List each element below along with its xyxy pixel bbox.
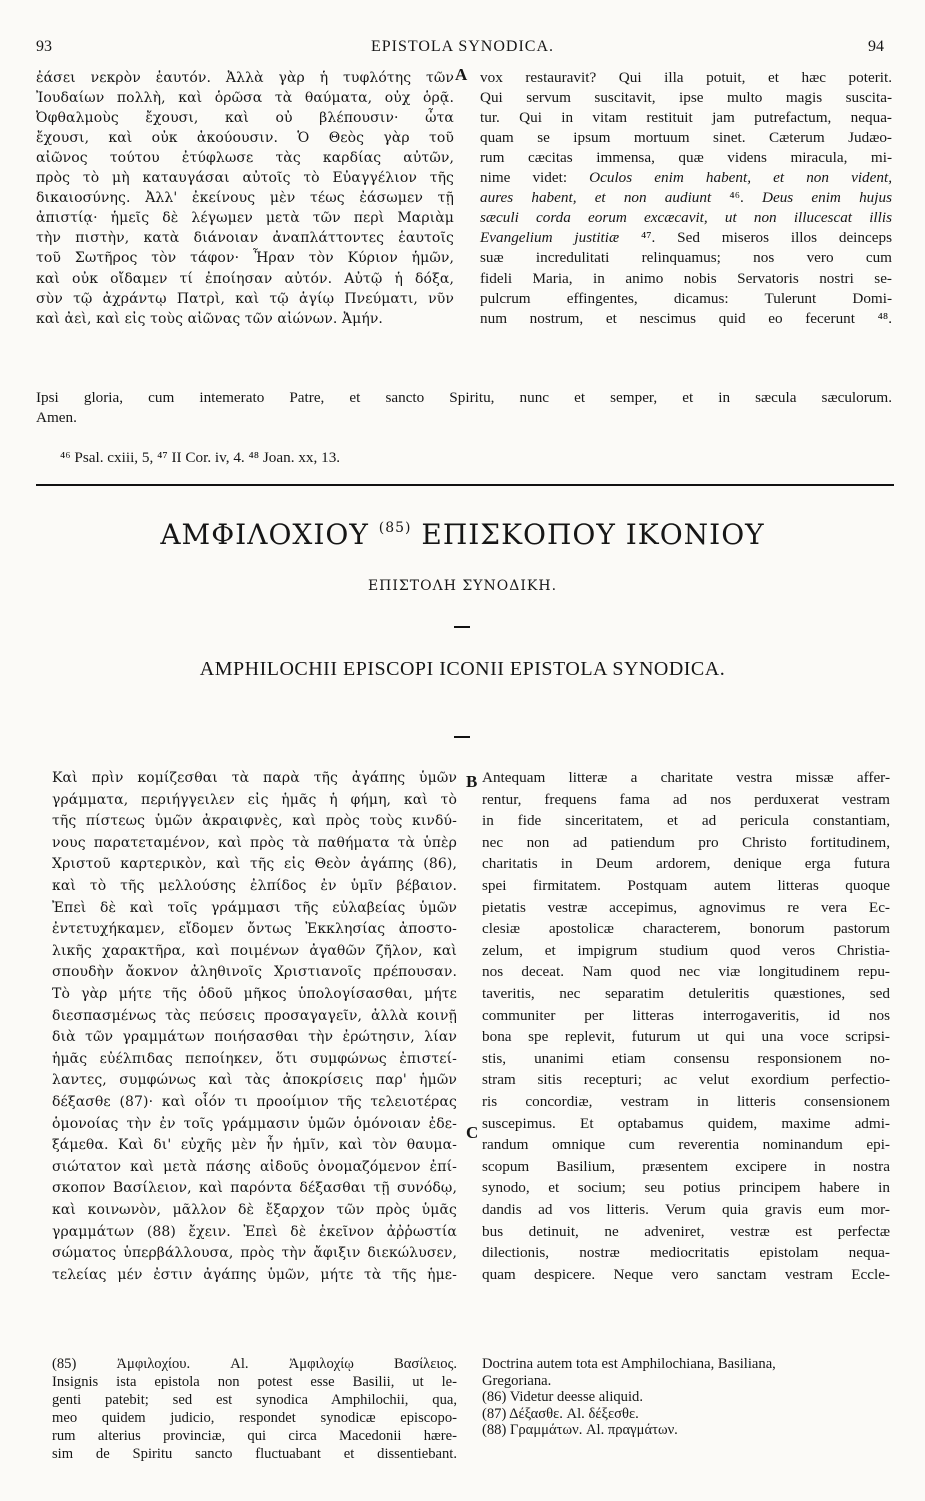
latin-line: scopum Basilium, præsentem excipere in nostra <box>482 1157 890 1175</box>
title-rest: ΕΠΙΣΚΟΠΟΥ ΙΚΟΝΙΟΥ <box>421 518 765 551</box>
latin-line: dandis ad vos litteris. Verum quia gravis eum mor- <box>482 1201 890 1218</box>
note-line: (87) Δέξασθε. Al. δέξεσθε. <box>482 1405 639 1422</box>
latin-line: nos deceat. Nam quod nec viæ longitudinem repu- <box>482 963 890 981</box>
note-line: genti patebit; sed est synodica Amphilochii, qua, <box>52 1392 457 1408</box>
latin-line: randum omnique cum reverentia nominandum epi- <box>482 1136 890 1154</box>
note-line: Insignis ista epistola non potest esse Basilii, ut le- <box>52 1374 457 1390</box>
greek-line: σπουδὴν ἄοκνον ἀληθινοῖς Χριστιανοῖς πρέπουσαν. <box>52 964 457 981</box>
latin-line: bona spe replevit, futurum ut qui una voce scripsi- <box>482 1028 890 1046</box>
greek-line: σὺν τῷ ἀχράντῳ Πατρὶ, καὶ τῷ ἁγίῳ Πνεύματι, νῦν <box>36 290 454 307</box>
latin-line: aures habent, et non audiunt ⁴⁶. Deus enim hujus <box>480 189 893 207</box>
greek-line: δικαιοσύνης. Ἀλλ' ἐκείνους μὲν τέως ἐάσωμεν τῇ <box>36 190 454 207</box>
page-number-right: 94 <box>868 38 884 55</box>
greek-line: τοῦ Σωτῆρος τὸν τάφον· Ἦραν τὸν Κύριον ἡμῶν, <box>36 250 454 267</box>
greek-line: λικῆς χαρακτῆρα, καὶ ποιμένων ἀγαθῶν ζῆλον, καὶ <box>52 942 457 959</box>
greek-line: σώματος ὑπερβάλλουσα, πρὸς τὴν ἄφιξιν διεκώλυσεν, <box>52 1245 457 1262</box>
note-line: Doctrina autem tota est Amphilochiana, Basiliana, <box>482 1356 776 1372</box>
latin-line: nec non ad patiendum pro Christo fortitudinem, <box>482 833 890 851</box>
latin-line: quam despicere. Neque vero sanctam vestram Eccle- <box>482 1265 890 1283</box>
greek-line: τελείας μέν ἐστιν ἀγάπης ὑμῶν, μήτε τὰ τῆς ἡμε- <box>52 1266 457 1283</box>
latin-line: spei firmitatem. Postquam autem litteras quoque <box>482 877 890 894</box>
greek-line: καὶ κοινωνὸν, μᾶλλον δὲ ἔξαρχον τῶν πρὸς ὑμᾶς <box>52 1202 457 1218</box>
top-footnotes: ⁴⁶ Psal. cxiii, 5, ⁴⁷ II Cor. iv, 4. ⁴⁸ Joan. xx, 13. <box>60 449 341 466</box>
latin-line: stram sitis recepturi; ac velut exordium perfectio- <box>482 1071 890 1089</box>
latin-line: zelum, et impigrum studium quod veros Christia- <box>482 941 890 959</box>
subtitle-greek: ΕΠΙΣΤΟΛΗ ΣΥΝΟΔΙΚΗ. <box>367 578 558 594</box>
latin-line: fideli Maria, in animo nobis Servatoris nostri se- <box>480 269 892 287</box>
running-title: EPISTOLA SYNODICA. <box>370 38 555 55</box>
latin-line: Antequam litteræ a charitate vestra missæ affer- <box>482 769 890 786</box>
greek-line: πρὸς τὸ μὴ καταυγάσαι αὐτοῖς τὸ Εὐαγγέλιον τῆς <box>36 170 454 187</box>
greek-line: καὶ ἀεὶ, καὶ εἰς τοὺς αἰῶνας τῶν αἰώνων. Ἀμήν. <box>36 310 383 327</box>
greek-line: διὰ τῶν γραμμάτων ποιήσασθαι τὴν ἐρώτησιν, λίαν <box>52 1029 457 1046</box>
latin-line: suæ incredulitati relinquamus; nos vero cum <box>480 249 892 267</box>
latin-line: stis, unanimi etiam consensu responsionem no- <box>482 1049 890 1067</box>
latin-line: rentur, frequens fama ad nos perduxerat vestram <box>482 790 890 808</box>
greek-line: ἐντετυχήκαμεν, εἴδομεν ὄντως Ἐκκλησίας ἀποστο- <box>52 921 457 938</box>
greek-line: καὶ τὸ τῆς μελλούσης ἐλπίδος ἐν ὑμῖν βέβαιον. <box>52 878 457 894</box>
latin-line: dilectionis, nostræ mediocritatis epistolam nequa- <box>482 1244 890 1262</box>
short-dash-1 <box>454 626 470 628</box>
greek-line: καὶ οὐκ οἴδαμεν τί ἐποίησαν αὐτόν. Αὐτῷ ἡ δόξα, <box>36 270 454 287</box>
latin-line: quam se ipsum mortuum sinet. Cæterum Judæo- <box>480 129 892 147</box>
latin-line: clesiæ apostolicæ characterem, bonorum pastorum <box>482 920 890 938</box>
margin-marker-b: B <box>466 772 478 791</box>
greek-line: Καὶ πρὶν κομίζεσθαι τὰ παρὰ τῆς ἀγάπης ὑμῶν <box>52 770 457 786</box>
latin-line: sæculi corda eorum excæcavit, ut non illucescat illis <box>480 209 892 227</box>
latin-line: rum cæcitas immensa, quæ videns miracula, mi- <box>480 149 892 167</box>
greek-line: νους παρατεταμένον, καὶ πρὸς τὰ παθήματα τὰ ὑπὲρ <box>52 834 457 851</box>
greek-line: αἰῶνος τούτου ἐτύφλωσε τὰς καρδίας αὐτῶν, <box>36 150 454 167</box>
note-line: sim de Spiritu sancto fluctuabant et dissentiebant. <box>52 1446 457 1462</box>
greek-line: ἀπιστίᾳ· ἡμεῖς δὲ λέγωμεν μετὰ τῶν περὶ Μαριὰμ <box>36 210 454 227</box>
latin-line: num nostrum, et nescimus quid eo fecerunt ⁴⁸. <box>480 309 892 327</box>
latin-line: communiter per litteras interrogaveritis, id nos <box>482 1006 890 1024</box>
latin-line: bus detinuit, ne adveniret, vestræ est perfectæ <box>482 1222 890 1240</box>
title-main: ΑΜΦΙΛΟΧΙΟΥ <box>160 518 369 551</box>
note-line: Gregoriana. <box>482 1372 552 1389</box>
doxology-line: Ipsi gloria, cum intemerato Patre, et sancto Spiritu, nunc et semper, et in sæcula sæculorum. <box>36 389 892 406</box>
margin-marker-c: C <box>466 1123 479 1142</box>
greek-line: τὴν πιστὴν, κατὰ διάνοιαν ἀναπλάττοντες ἑαυτοῖς <box>36 230 454 247</box>
greek-line: ἔχουσι, καὶ οὐκ ἀκούουσιν. Ὁ Θεὸς γὰρ τοῦ <box>36 130 454 147</box>
note-line: meo quidem judicio, respondet synodicæ episcopo- <box>52 1410 457 1426</box>
greek-line: Χριστοῦ καρτερικὸν, καὶ τῆς εἰς Θεὸν ἀγάπης (86), <box>52 856 457 873</box>
greek-line: ξάμεθα. Καὶ δι' εὐχῆς μὲν ἦν ἡμῖν, καὶ τὸν θαυμα- <box>52 1137 457 1154</box>
short-dash-2 <box>454 736 470 738</box>
greek-line: Τὸ γὰρ μήτε τῆς ὁδοῦ μῆκος ὑπολογίσασθαι, μήτε <box>52 986 457 1002</box>
greek-line: ἐάσει νεκρὸν ἑαυτόν. Ἀλλὰ γὰρ ἡ τυφλότης τῶν <box>36 70 454 86</box>
note-line: (85) Ἀμφιλοχίου. Al. Ἀμφιλοχίῳ Βασίλειος. <box>52 1356 457 1372</box>
greek-line: σιώτατον καὶ μετὰ πάσης αἰδοῦς ὀνομαζόμενον ἐπί- <box>52 1158 457 1175</box>
amen-line: Amen. <box>36 409 77 426</box>
greek-line: τῆς πίστεως ὑμῶν ἀκραιφνὲς, καὶ πρὸς τοὺς κινδύ- <box>52 813 457 830</box>
latin-line: Evangelium justitiæ ⁴⁷. Sed miseros illos deinceps <box>480 229 892 247</box>
latin-line: taveritis, nec separatim detuleritis quæstiones, sed <box>482 985 890 1002</box>
greek-line: δέξασθε (87)· καὶ οἷόν τι προοίμιον τῆς τελειοτέρας <box>52 1094 457 1110</box>
latin-line: vox restauravit? Qui illa potuit, et hæc poterit. <box>480 69 892 86</box>
greek-line: σκοπον Βασίλειον, καὶ παρόντα δέξασθαι τῇ συνόδῳ, <box>52 1180 457 1197</box>
latin-line: charitatis in Deum ardorem, denique erga futura <box>482 855 890 873</box>
latin-line: pietatis vestræ accepimus, agnovimus re vera Ec- <box>482 898 890 916</box>
latin-line: in fide sinceritatem, et ad pericula constantiam, <box>482 812 890 830</box>
greek-line: γραμμάτων (88) ἔχειν. Ἐπεὶ δὲ ἐκεῖνον ἀῤῥωστία <box>52 1223 457 1240</box>
note-line: (88) Γραμμάτων. Al. πραγμάτων. <box>482 1422 678 1438</box>
greek-line: Ὀφθαλμοὺς ἔχουσι, καὶ οὐ βλέπουσιν· ὦτα <box>36 110 454 127</box>
page-number-left: 93 <box>36 38 52 55</box>
greek-line: λαντες, συμφώνως καὶ τὰς ἀποκρίσεις παρ' ἡμῶν <box>52 1072 457 1089</box>
latin-line: synodo, et socium; seu potius principem habere in <box>482 1179 890 1197</box>
greek-line: ἡμᾶς εὐέλπιδας πεποίηκεν, ὅτι συμφώνως ἐπιστεί- <box>52 1050 457 1067</box>
latin-line: pulcrum effingentes, dicamus: Tulerunt Domi- <box>480 289 892 307</box>
note-line: rum alterius provinciæ, qui circa Macedonii hære- <box>52 1428 457 1444</box>
greek-line: γράμματα, περιήγγειλεν εἰς ἡμᾶς ἡ φήμη, καὶ τὸ <box>52 791 457 808</box>
latin-line: Qui servum suscitavit, ipse multo magis suscita- <box>480 89 892 107</box>
subtitle-latin: AMPHILOCHII EPISCOPI ICONII EPISTOLA SYNODICA. <box>199 658 726 680</box>
note-line: (86) Videtur deesse aliquid. <box>482 1389 643 1405</box>
greek-line: Ἰουδαίων πολλὴ, καὶ ὁρῶσα τὰ θαύματα, οὐχ ὁρᾷ. <box>36 90 454 107</box>
section-divider <box>36 484 894 486</box>
title-note-ref: (85) <box>378 520 412 536</box>
document-title <box>0 518 925 551</box>
greek-line: διεσπασμένως τὰς πεύσεις προσαγαγεῖν, ἀλλὰ κοινῇ <box>52 1007 457 1024</box>
latin-line: ris concordiæ, vestram in litteris consensionem <box>482 1093 890 1110</box>
latin-line: tur. Qui in vitam restituit jam putrefactum, nequa- <box>480 109 892 127</box>
margin-marker-a: A <box>455 65 468 84</box>
greek-line: Ἐπεὶ δὲ καὶ τοῖς γράμμασι τῆς εὐλαβείας ὑμῶν <box>52 899 457 916</box>
latin-line: nime videt: Oculos enim habent, et non vident, <box>480 169 892 187</box>
greek-line: ὁμονοίας τὴν ἐν τοῖς γράμμασιν ὑμῶν ὁμόνοιαν ἐδε- <box>52 1115 457 1132</box>
latin-line: suscepimus. Et optabamus quidem, maxime admi- <box>482 1114 890 1132</box>
